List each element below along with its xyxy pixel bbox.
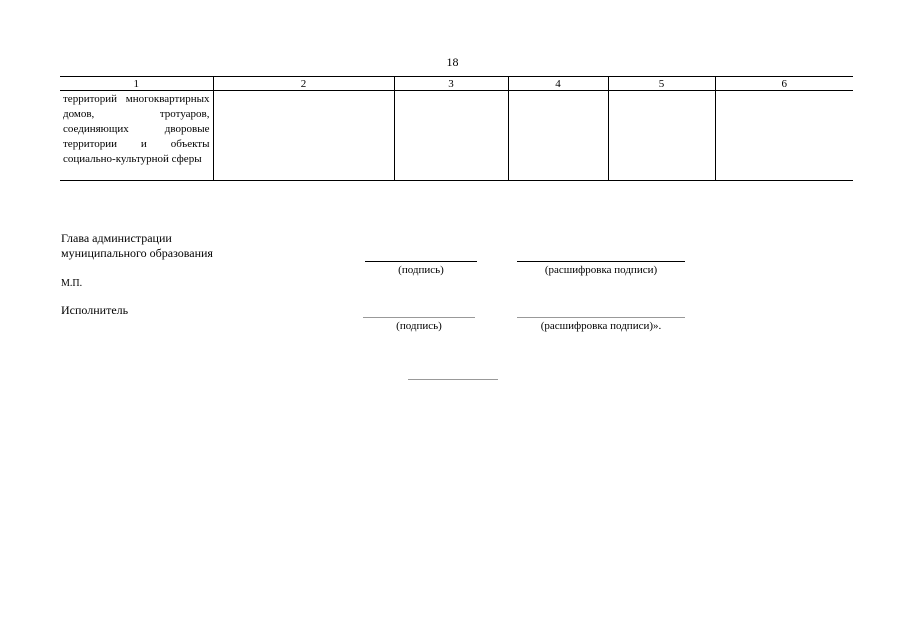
column-header: 4 bbox=[508, 77, 608, 91]
table-cell bbox=[394, 91, 508, 181]
table-cell-text: территорий многоквартирных домов, тротуаров, соединяющих дворовые территории и объекты социально-культурной сферы bbox=[63, 93, 210, 165]
head-decoding-caption: (расшифровка подписи) bbox=[544, 264, 658, 276]
head-title-line2: муниципального образования bbox=[61, 246, 213, 260]
table-header-row bbox=[60, 77, 853, 91]
column-header: 3 bbox=[394, 77, 508, 91]
executor-signature-line bbox=[363, 317, 475, 318]
head-signature-caption: (подпись) bbox=[398, 264, 444, 276]
table-row bbox=[60, 91, 853, 181]
executor-signature-caption: (подпись) bbox=[396, 320, 442, 332]
executor-decoding-caption: (расшифровка подписи)». bbox=[540, 320, 662, 332]
page-number: 18 bbox=[446, 55, 459, 69]
column-header: 5 bbox=[608, 77, 715, 91]
table-cell bbox=[608, 91, 715, 181]
table-cell bbox=[60, 91, 213, 181]
stamp-label: М.П. bbox=[61, 278, 83, 289]
head-signature-line bbox=[365, 261, 477, 262]
table-cell bbox=[715, 91, 853, 181]
table-cell bbox=[213, 91, 394, 181]
data-table bbox=[60, 76, 853, 181]
head-decoding-line bbox=[517, 261, 685, 262]
table-cell bbox=[508, 91, 608, 181]
executor-label: Исполнитель bbox=[61, 303, 129, 317]
column-header: 1 bbox=[60, 77, 213, 91]
executor-decoding-line bbox=[517, 317, 685, 318]
column-header: 6 bbox=[715, 77, 853, 91]
column-header: 2 bbox=[213, 77, 394, 91]
head-title-line1: Глава администрации bbox=[61, 231, 172, 245]
end-separator-line bbox=[408, 379, 498, 380]
